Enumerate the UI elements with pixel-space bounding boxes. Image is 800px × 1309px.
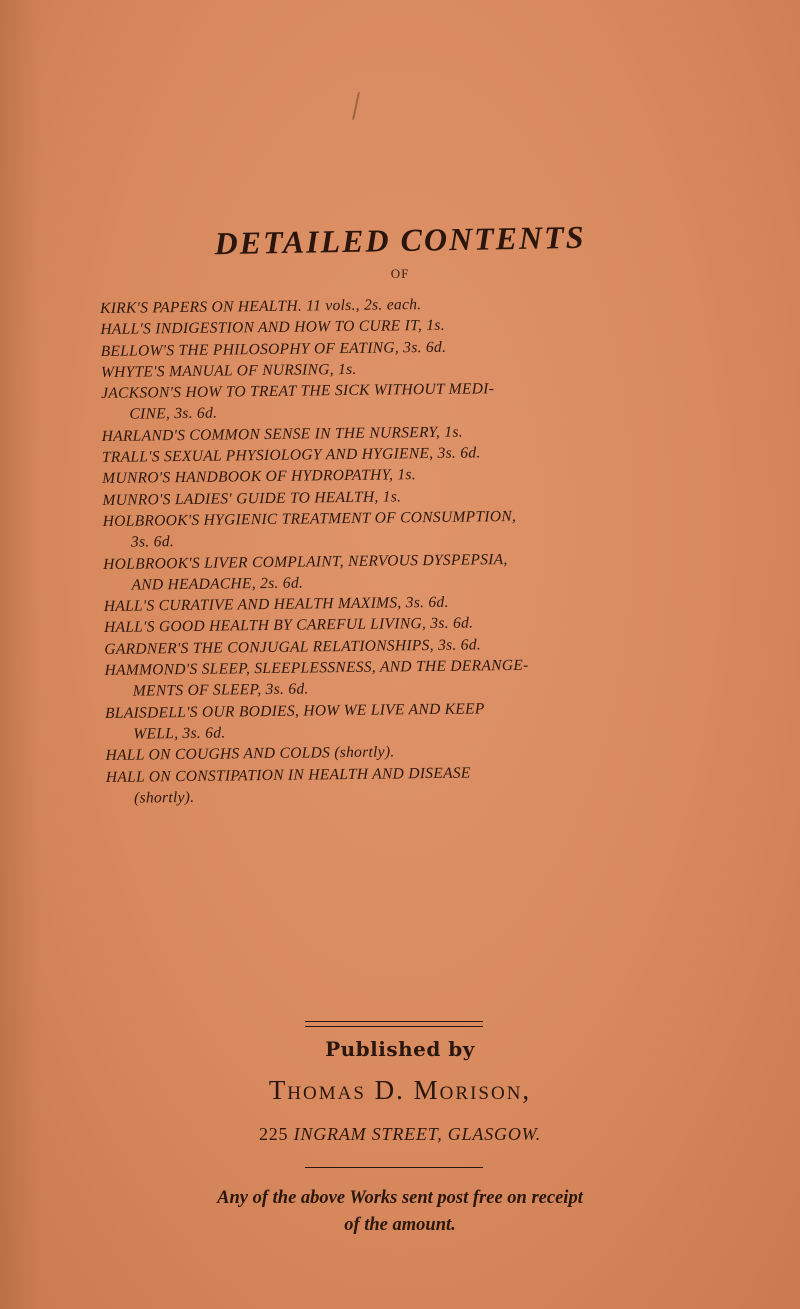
page-title: DETAILED CONTENTS (214, 218, 586, 262)
list-item: MUNRO'S HANDBOOK OF HYDROPATHY, 1s. (102, 466, 417, 488)
published-by-label: Published by (325, 1037, 475, 1061)
list-item: HOLBROOK'S HYGIENIC TREATMENT OF CONSUMPTION, 3s. 6d. (102, 507, 517, 551)
address-number: 225 (258, 1124, 289, 1144)
title-of: OF (390, 266, 410, 281)
book-list (100, 290, 746, 809)
list-item: HAMMOND'S SLEEP, SLEEPLESSNESS, AND THE DERANGE- MENTS OF SLEEP, 3s. 6d. (104, 656, 529, 700)
page-edge-stain (0, 0, 40, 1309)
rule-divider (305, 1167, 483, 1168)
list-item: GARDNER'S THE CONJUGAL RELATIONSHIPS, 3s. 6d. (104, 636, 482, 658)
list-item: BELLOW'S THE PHILOSOPHY OF EATING, 3s. 6d. (100, 338, 447, 360)
notice-line-2: of the amount. (344, 1215, 456, 1235)
list-item: TRALL'S SEXUAL PHYSIOLOGY AND HYGIENE, 3s. 6d. (101, 444, 481, 467)
list-item: MUNRO'S LADIES' GUIDE TO HEALTH, 1s. (102, 488, 402, 509)
list-item: KIRK'S PAPERS ON HEALTH. 11 vols., 2s. each. (100, 296, 422, 317)
list-item: HALL'S GOOD HEALTH BY CAREFUL LIVING, 3s. 6d. (103, 614, 474, 637)
list-item: HALL ON CONSTIPATION IN HEALTH AND DISEASE (shortly). (105, 764, 471, 807)
postage-notice (0, 1185, 800, 1239)
list-item: WHYTE'S MANUAL OF NURSING, 1s. (100, 360, 357, 381)
list-item: JACKSON'S HOW TO TREAT THE SICK WITHOUT MEDI- CINE, 3s. 6d. (101, 380, 495, 424)
list-item: HALL ON COUGHS AND COLDS (shortly). (105, 743, 395, 765)
double-rule-divider (305, 1021, 483, 1027)
address-street: INGRAM STREET, GLASGOW. (293, 1124, 542, 1144)
publisher-name: Thomas D. Morison, (268, 1075, 532, 1105)
list-item: HARLAND'S COMMON SENSE IN THE NURSERY, 1s. (101, 423, 464, 445)
notice-line-1: Any of the above Works sent post free on receipt (217, 1188, 583, 1208)
publisher-address (0, 1124, 800, 1145)
list-item: HALL'S INDIGESTION AND HOW TO CURE IT, 1s. (100, 317, 445, 339)
list-item: BLAISDELL'S OUR BODIES, HOW WE LIVE AND KEEP WELL, 3s. 6d. (104, 699, 485, 743)
list-item: HALL'S CURATIVE AND HEALTH MAXIMS, 3s. 6d. (103, 593, 449, 616)
list-item: HOLBROOK'S LIVER COMPLAINT, NERVOUS DYSPEPSIA, AND HEADACHE, 2s. 6d. (103, 550, 508, 594)
